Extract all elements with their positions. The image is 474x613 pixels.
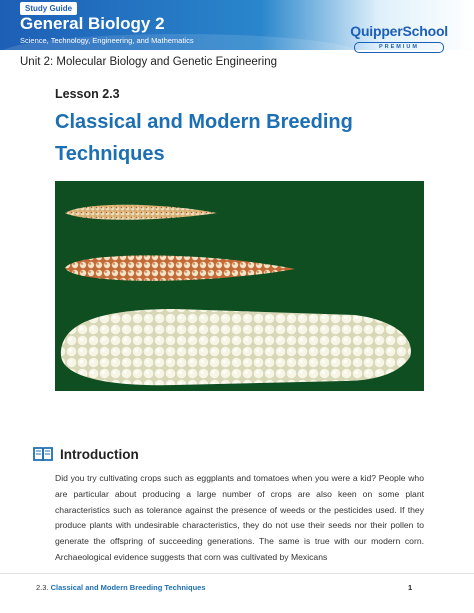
- unit-title: Unit 2: Molecular Biology and Genetic Engineering: [20, 56, 277, 68]
- footer-divider: [0, 573, 474, 574]
- brand-logo: QuipperSchool: [350, 23, 448, 39]
- footer-lesson: [36, 583, 206, 592]
- study-guide-badge: Study Guide: [20, 2, 77, 15]
- lesson-title: [55, 106, 435, 170]
- page-number: 1: [408, 583, 413, 592]
- subject-title: General Biology 2: [20, 14, 165, 33]
- corn-ears-photo: [55, 181, 424, 391]
- lesson-number: Lesson 2.3: [55, 87, 120, 101]
- lesson-title-line-2: Techniques: [55, 143, 165, 165]
- body-paragraph: Did you try cultivating crops such as eggplants and tomatoes when you were a kid? People who are particular about producing a large number of crops are also keen on some plant characteristics such as tolerance against the presence of weeds or the pesticides used. If they produce plants with undesirable characteristics, they do not use their seeds nor their pollen to generate the offspring of succeeding generations. The same is true with our modern corn. Archaeological evidence suggests that corn was cultivated by Mexicans: [55, 473, 424, 562]
- corn-illustration: [55, 181, 424, 391]
- medium-corn-ear: [65, 255, 295, 281]
- small-corn-ear: [65, 205, 217, 220]
- subject-subtitle: Science, Technology, Engineering, and Mathematics: [20, 36, 194, 45]
- section-heading: Introduction: [60, 447, 139, 462]
- lesson-title-line-1: Classical and Modern Breeding: [55, 111, 353, 133]
- large-corn-ear: [61, 309, 411, 385]
- footer-title: Classical and Modern Breeding Techniques: [50, 583, 206, 592]
- premium-badge: PREMIUM: [354, 42, 444, 53]
- book-icon: [33, 446, 53, 462]
- footer-prefix: 2.3.: [36, 583, 49, 592]
